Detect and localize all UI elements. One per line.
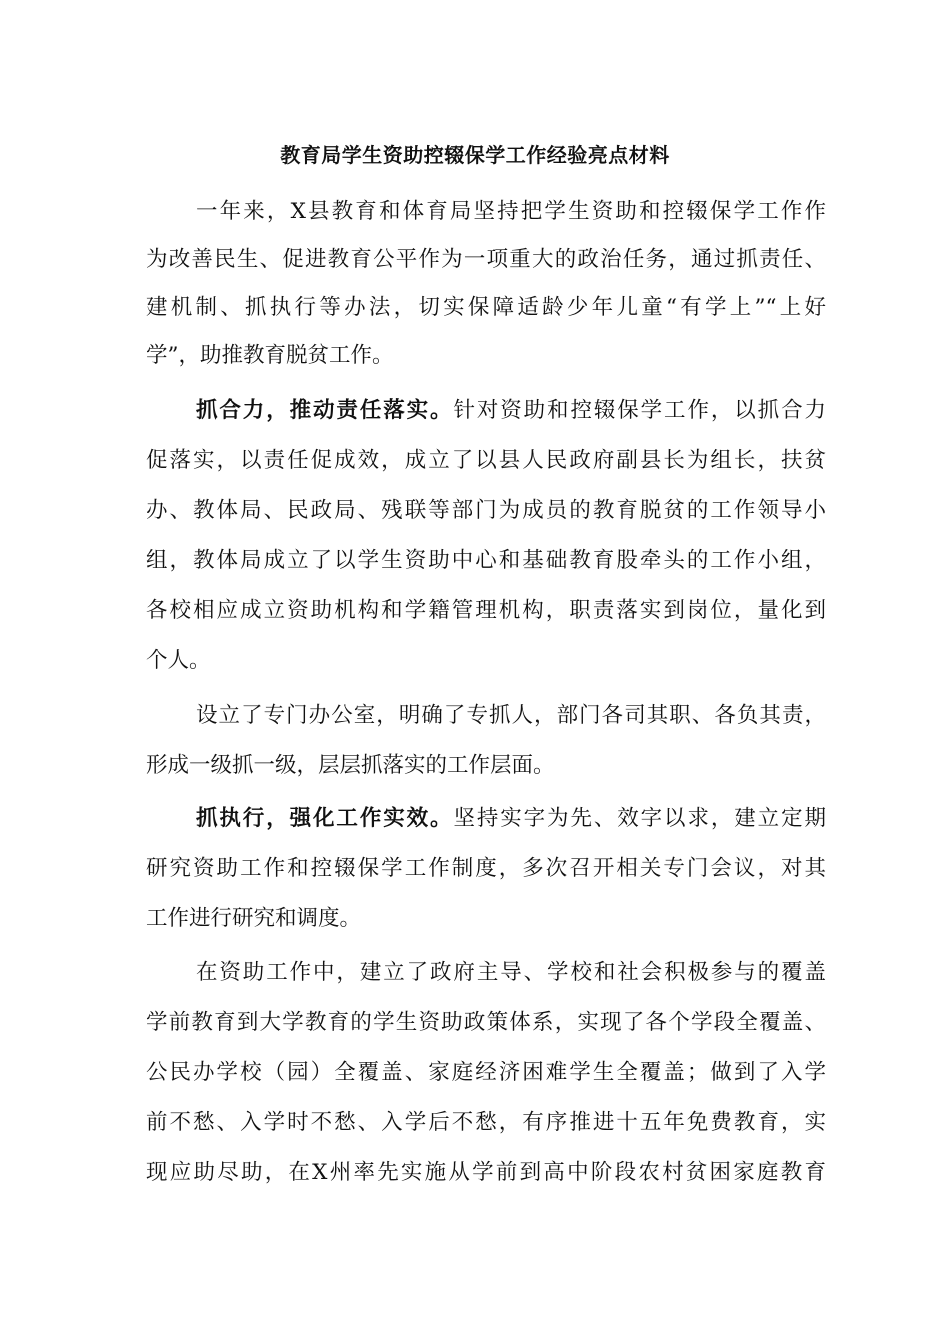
section-heading: 抓执行，强化工作实效。 — [196, 806, 454, 831]
paragraph-line: 建机制、抓执行等办法，切实保障适龄少年儿童“有学上”“上好 — [146, 295, 826, 320]
paragraph-line: 各校相应成立资助机构和学籍管理机构，职责落实到岗位，量化到 — [146, 598, 826, 623]
paragraph-line: 抓合力，推动责任落实。针对资助和控辍保学工作，以抓合力 — [196, 398, 826, 423]
document-title: 教育局学生资助控辍保学工作经验亮点材料 — [280, 143, 670, 167]
paragraph-line: 为改善民生、促进教育公平作为一项重大的政治任务，通过抓责任、 — [146, 247, 826, 272]
paragraph-line: 前不愁、入学时不愁、入学后不愁，有序推进十五年免费教育，实 — [146, 1110, 826, 1135]
paragraph-line: 工作进行研究和调度。 — [146, 906, 362, 931]
paragraph-line: 公民办学校（园）全覆盖、家庭经济困难学生全覆盖；做到了入学 — [146, 1060, 826, 1085]
paragraph-line: 学”，助推教育脱贫工作。 — [146, 343, 394, 368]
paragraph-line: 组，教体局成立了以学生资助中心和基础教育股牵头的工作小组， — [146, 548, 826, 573]
paragraph-line: 现应助尽助，在X州率先实施从学前到高中阶段农村贫困家庭教育 — [146, 1160, 826, 1185]
paragraph-line: 在资助工作中，建立了政府主导、学校和社会积极参与的覆盖 — [196, 960, 826, 985]
paragraph-line: 促落实，以责任促成效，成立了以县人民政府副县长为组长，扶贫 — [146, 448, 826, 473]
section-heading: 抓合力，推动责任落实。 — [196, 398, 454, 423]
paragraph-line: 研究资助工作和控辍保学工作制度，多次召开相关专门会议，对其 — [146, 856, 826, 881]
paragraph-line: 一年来，X县教育和体育局坚持把学生资助和控辍保学工作作 — [196, 199, 826, 224]
paragraph-line: 设立了专门办公室，明确了专抓人，部门各司其职、各负其责， — [196, 703, 826, 728]
paragraph-line: 形成一级抓一级，层层抓落实的工作层面。 — [146, 753, 555, 778]
paragraph-line: 个人。 — [146, 648, 211, 673]
paragraph-line: 抓执行，强化工作实效。坚持实字为先、效字以求，建立定期 — [196, 806, 826, 831]
paragraph-line: 学前教育到大学教育的学生资助政策体系，实现了各个学段全覆盖、 — [146, 1010, 826, 1035]
paragraph-line: 办、教体局、民政局、残联等部门为成员的教育脱贫的工作领导小 — [146, 498, 826, 523]
